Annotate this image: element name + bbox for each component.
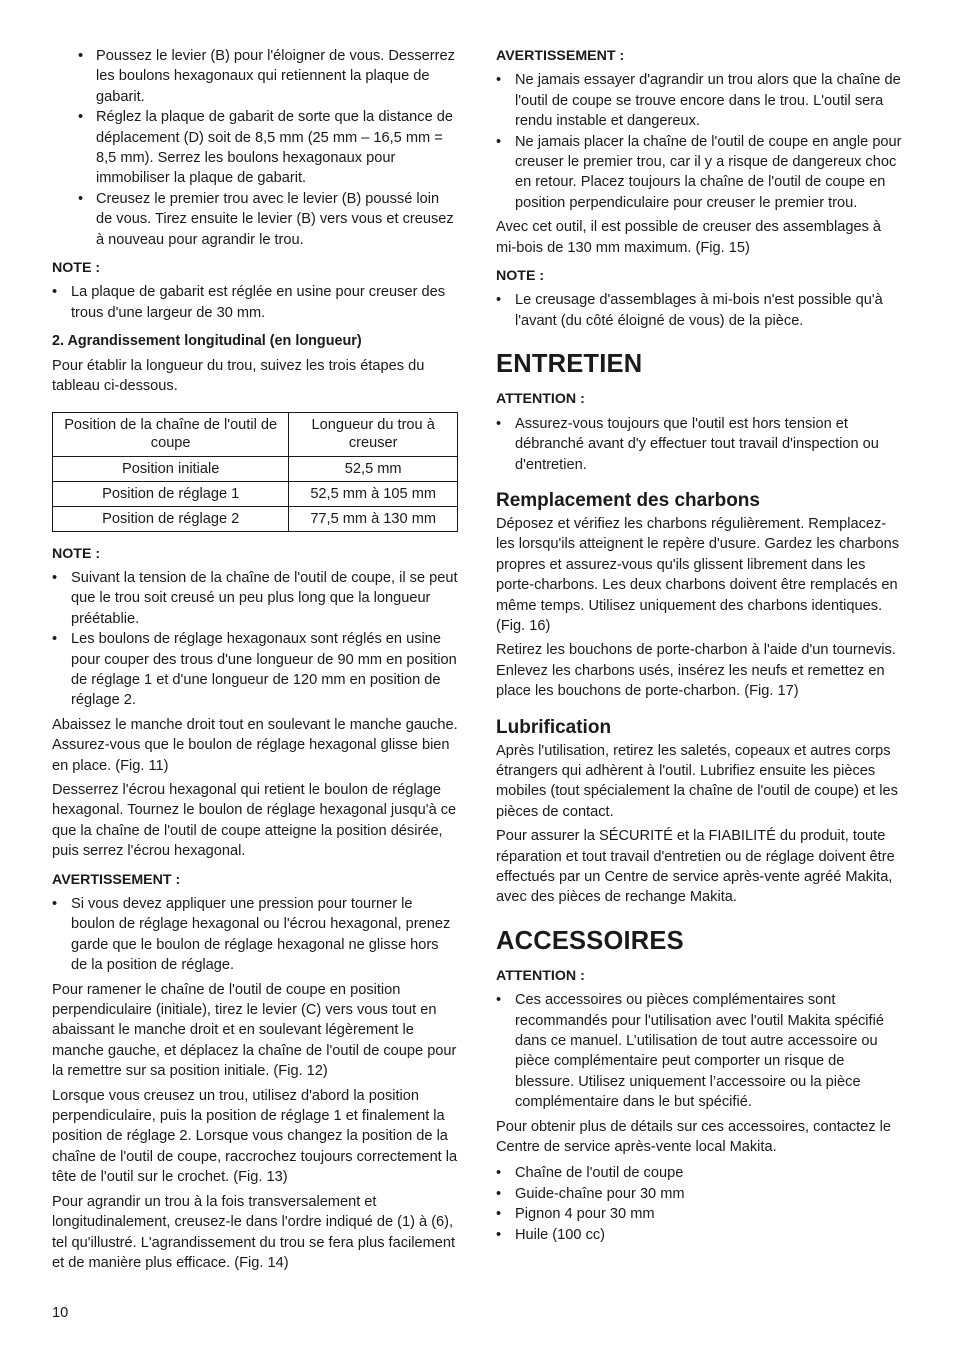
table-header-cell: Longueur du trou à creuser (289, 412, 458, 456)
warning-list (52, 894, 458, 976)
warning-label: AVERTISSEMENT : (496, 48, 625, 64)
page-number: 10 (52, 1305, 69, 1321)
paragraph: Pour assurer la SÉCURITÉ et la FIABILITÉ du produit, toute réparation et tout travail d'entretien ou de réglage doivent être effectués par un Centre de service après-vente agréé Makita, avec des pièces de rechange Makita. (496, 828, 895, 906)
table-row (53, 506, 458, 531)
subheading-lubrification: Lubrification (496, 716, 612, 738)
list-item: • Huile (100 cc) (496, 1225, 904, 1245)
attention-label: ATTENTION : (496, 391, 585, 408)
length-table (52, 412, 458, 532)
list-item: • Poussez le levier (B) pour l'éloigner de vous. Desserrez les boulons hexagonaux qui retiennent la plaque de gabarit. (52, 46, 458, 107)
right-column (496, 46, 904, 1249)
table-header-row (53, 412, 458, 456)
subheading-charbons: Remplacement des charbons (496, 489, 760, 511)
paragraph: Avec cet outil, il est possible de creuser des assemblages à mi-bois de 130 mm maximum. (Fig. 15) (496, 219, 882, 256)
list-item: • Le creusage d'assemblages à mi-bois n'est possible qu'à l'avant (du côté éloigné de vous) de la pièce. (496, 290, 904, 331)
note-list (52, 568, 458, 711)
note-label: NOTE : (52, 545, 101, 562)
list-item: • Ne jamais placer la chaîne de l'outil de coupe en angle pour creuser le premier trou, car il y a risque de dangereux choc en retour. Placez toujours la chaîne de l'outil de coupe en position perpendiculaire pour creuser le premier trou. (496, 132, 904, 214)
paragraph: Retirez les bouchons de porte-charbon à l'aide d'un tournevis. Enlevez les charbons usés, insérez les neufs et remettez en place les bouchons de porte-charbon. (Fig. 17) (496, 642, 896, 700)
list-item: • La plaque de gabarit est réglée en usine pour creuser des trous d'une largeur de 30 mm. (52, 282, 458, 323)
list-item: • Creusez le premier trou avec le levier (B) poussé loin de vous. Tirez ensuite le levier (B) vers vous et creusez à nouveau pour agrandir le trou. (52, 189, 458, 250)
procedure-list (52, 46, 458, 250)
table-row (53, 481, 458, 506)
list-item: • Guide-chaîne pour 30 mm (496, 1184, 904, 1204)
paragraph: Déposez et vérifiez les charbons régulièrement. Remplacez-les lorsqu'ils atteignent le repère d'usure. Gardez les charbons propres et assurez-vous qu'ils glissent librement dans les porte-charbons. Les deux charbons doivent être remplacés en même temps. Utilisez uniquement des charbons identiques. (Fig. 16) (496, 515, 900, 634)
note-label: NOTE : (52, 260, 101, 277)
paragraph: Pour établir la longueur du trou, suivez les trois étapes du tableau ci-dessous. (52, 357, 425, 395)
section-heading-accessoires: ACCESSOIRES (496, 926, 684, 955)
note-list (496, 290, 904, 331)
attention-list (496, 990, 904, 1112)
accessory-list (496, 1163, 904, 1245)
table-cell: 52,5 mm à 105 mm (289, 481, 458, 506)
table-cell: Position de réglage 2 (53, 506, 289, 531)
left-column (52, 46, 458, 1277)
paragraph: Lorsque vous creusez un trou, utilisez d'abord la position perpendiculaire, puis la position de réglage 1 et finalement la position de réglage 2. Lorsque vous changez la position de la chaîne de l'outil de coupe, raccrochez toujours correctement la tête de l'outil sur le crochet. (Fig. 13) (52, 1087, 458, 1186)
table-cell: 77,5 mm à 130 mm (289, 506, 458, 531)
list-item: • Ces accessoires ou pièces complémentaires sont recommandés pour l'utilisation avec l'outil Makita spécifié dans ce manuel. L’utilisation de tout autre accessoire ou pièce complémentaire peut comporter un risque de blessure. Utilisez uniquement l’accessoire ou la pièce complémentaire dans le but spécifié. (496, 990, 904, 1112)
note-list (52, 282, 458, 323)
table-cell: 52,5 mm (289, 456, 458, 481)
list-item: • Pignon 4 pour 30 mm (496, 1204, 904, 1224)
table-cell: Position initiale (53, 456, 289, 481)
table-header-cell: Position de la chaîne de l'outil de coupe (53, 412, 289, 456)
table-cell: Position de réglage 1 (53, 481, 289, 506)
note-label: NOTE : (496, 268, 545, 285)
warning-list (496, 70, 904, 213)
paragraph: Après l'utilisation, retirez les saletés, copeaux et autres corps étrangers qui adhèrent à l'outil. Lubrifiez ensuite les pièces mobiles (tout spécialement la chaîne de l'outil de coupe) et les pièces de contact. (496, 742, 898, 820)
attention-label: ATTENTION : (496, 967, 585, 984)
paragraph: Pour obtenir plus de détails sur ces accessoires, contactez le Centre de service après-vente local Makita. (496, 1118, 892, 1156)
paragraph: Desserrez l'écrou hexagonal qui retient le boulon de réglage hexagonal. Tournez le boulon de réglage hexagonal jusqu'à ce que la chaîne de l'outil de coupe atteigne la position désirée, puis serrez l'écrou hexagonal. (52, 781, 457, 860)
list-item: • Ne jamais essayer d'agrandir un trou alors que la chaîne de l'outil de coupe se trouve encore dans le trou. L'outil sera rendu instable et dangereux. (496, 70, 904, 131)
list-item: • Si vous devez appliquer une pression pour tourner le boulon de réglage hexagonal ou l'écrou hexagonal, prenez garde que le boulon de réglage hexagonal ne glisse hors de la position de réglage. (52, 894, 458, 976)
paragraph: Pour ramener le chaîne de l'outil de coupe en position perpendiculaire (initiale), tirez le levier (C) vers vous tout en abaissant le manche droit et en soulevant légèrement le manche gauche, et déplacez la chaîne de l'outil de coupe pour la remettre sur sa position initiale. (Fig. 12) (52, 981, 457, 1080)
warning-label: AVERTISSEMENT : (52, 871, 181, 888)
list-item: • Chaîne de l'outil de coupe (496, 1163, 904, 1183)
paragraph: Abaissez le manche droit tout en soulevant le manche gauche. Assurez-vous que le boulon de réglage hexagonal glisse bien en place. (Fig. 11) (52, 716, 458, 774)
paragraph: Pour agrandir un trou à la fois transversalement et longitudinalement, creusez-le dans l'ordre indiqué de (1) à (6), tel qu'illustré. L'agrandissement du trou se fera plus facilement et de manière plus efficace. (Fig. 14) (52, 1193, 456, 1271)
section-heading-entretien: ENTRETIEN (496, 350, 643, 379)
list-item: • Suivant la tension de la chaîne de l'outil de coupe, il se peut que le trou soit creusé un peu plus long que la longueur préétablie. (52, 568, 458, 629)
section-title: 2. Agrandissement longitudinal (en longueur) (52, 333, 362, 350)
attention-list (496, 414, 904, 475)
list-item: • Les boulons de réglage hexagonaux sont réglés en usine pour couper des trous d'une longueur de 90 mm en position de réglage 1 et d'une longueur de 120 mm en position de réglage 2. (52, 629, 458, 711)
table-row (53, 456, 458, 481)
list-item: • Assurez-vous toujours que l'outil est hors tension et débranché avant d'y effectuer tout travail d'inspection ou d'entretien. (496, 414, 904, 475)
list-item: • Réglez la plaque de gabarit de sorte que la distance de déplacement (D) soit de 8,5 mm (25 mm – 16,5 mm = 8,5 mm). Serrez les boulons hexagonaux pour immobiliser la plaque de gabarit. (52, 107, 458, 189)
